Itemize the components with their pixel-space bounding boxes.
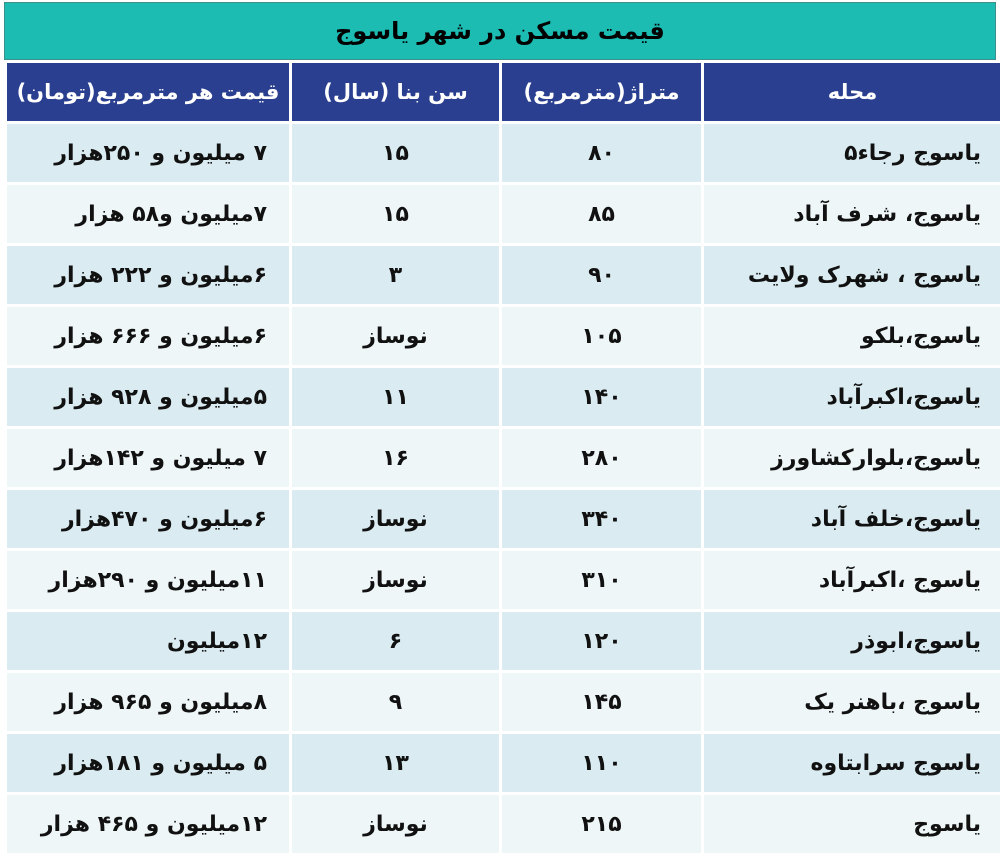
table-row (7, 429, 1000, 487)
table-row (7, 246, 1000, 304)
price-cell: ۷میلیون و۵۸ هزار (7, 185, 289, 243)
price-cell: ۶میلیون و ۶۶۶ هزار (7, 307, 289, 365)
area-cell: ۲۱۵ (502, 795, 701, 853)
table-row (7, 612, 1000, 670)
location-cell: یاسوج،اکبرآباد (704, 368, 1000, 426)
price-cell: ۱۱میلیون و ۲۹۰هزار (7, 551, 289, 609)
age-cell: نوساز (292, 490, 499, 548)
age-cell: ۱۱ (292, 368, 499, 426)
area-cell: ۲۸۰ (502, 429, 701, 487)
area-cell: ۱۰۵ (502, 307, 701, 365)
price-cell: ۷ میلیون و ۲۵۰هزار (7, 124, 289, 182)
header-location: محله (704, 63, 1000, 121)
area-cell: ۹۰ (502, 246, 701, 304)
header-row (7, 63, 1000, 121)
price-cell: ۶میلیون و ۴۷۰هزار (7, 490, 289, 548)
price-cell: ۷ میلیون و ۱۴۲هزار (7, 429, 289, 487)
header-area: متراژ(مترمربع) (502, 63, 701, 121)
age-cell: نوساز (292, 795, 499, 853)
table-row (7, 185, 1000, 243)
age-cell: ۹ (292, 673, 499, 731)
location-cell: یاسوج (704, 795, 1000, 853)
location-cell: یاسوج،خلف آباد (704, 490, 1000, 548)
header-age: سن بنا (سال) (292, 63, 499, 121)
price-cell: ۶میلیون و ۲۲۲ هزار (7, 246, 289, 304)
table-row (7, 490, 1000, 548)
area-cell: ۱۴۵ (502, 673, 701, 731)
price-cell: ۱۲میلیون و ۴۶۵ هزار (7, 795, 289, 853)
area-cell: ۳۴۰ (502, 490, 701, 548)
location-cell: یاسوج، شرف آباد (704, 185, 1000, 243)
area-cell: ۳۱۰ (502, 551, 701, 609)
location-cell: یاسوج ،اکبرآباد (704, 551, 1000, 609)
area-cell: ۱۱۰ (502, 734, 701, 792)
table-row (7, 734, 1000, 792)
area-cell: ۸۰ (502, 124, 701, 182)
area-cell: ۸۵ (502, 185, 701, 243)
area-cell: ۱۲۰ (502, 612, 701, 670)
price-cell: ۵ میلیون و ۱۸۱هزار (7, 734, 289, 792)
age-cell: ۱۵ (292, 124, 499, 182)
age-cell: ۱۵ (292, 185, 499, 243)
area-cell: ۱۴۰ (502, 368, 701, 426)
location-cell: یاسوج رجاء۵ (704, 124, 1000, 182)
age-cell: ۱۳ (292, 734, 499, 792)
age-cell: نوساز (292, 307, 499, 365)
table-row (7, 795, 1000, 853)
age-cell: ۱۶ (292, 429, 499, 487)
table-row (7, 307, 1000, 365)
age-cell: نوساز (292, 551, 499, 609)
table-row (7, 673, 1000, 731)
price-cell: ۸میلیون و ۹۶۵ هزار (7, 673, 289, 731)
housing-price-table (4, 60, 1000, 856)
header-price: قیمت هر مترمربع(تومان) (7, 63, 289, 121)
location-cell: یاسوج سرابتاوه (704, 734, 1000, 792)
age-cell: ۳ (292, 246, 499, 304)
table-row (7, 551, 1000, 609)
table-row (7, 368, 1000, 426)
location-cell: یاسوج ،باهنر یک (704, 673, 1000, 731)
table-row (7, 124, 1000, 182)
location-cell: یاسوج ، شهرک ولایت (704, 246, 1000, 304)
table-title: قیمت مسکن در شهر یاسوج (4, 2, 996, 60)
price-cell: ۵میلیون و ۹۲۸ هزار (7, 368, 289, 426)
age-cell: ۶ (292, 612, 499, 670)
location-cell: یاسوج،ابوذر (704, 612, 1000, 670)
location-cell: یاسوج،بلکو (704, 307, 1000, 365)
location-cell: یاسوج،بلوارکشاورز (704, 429, 1000, 487)
price-cell: ۱۲میلیون (7, 612, 289, 670)
